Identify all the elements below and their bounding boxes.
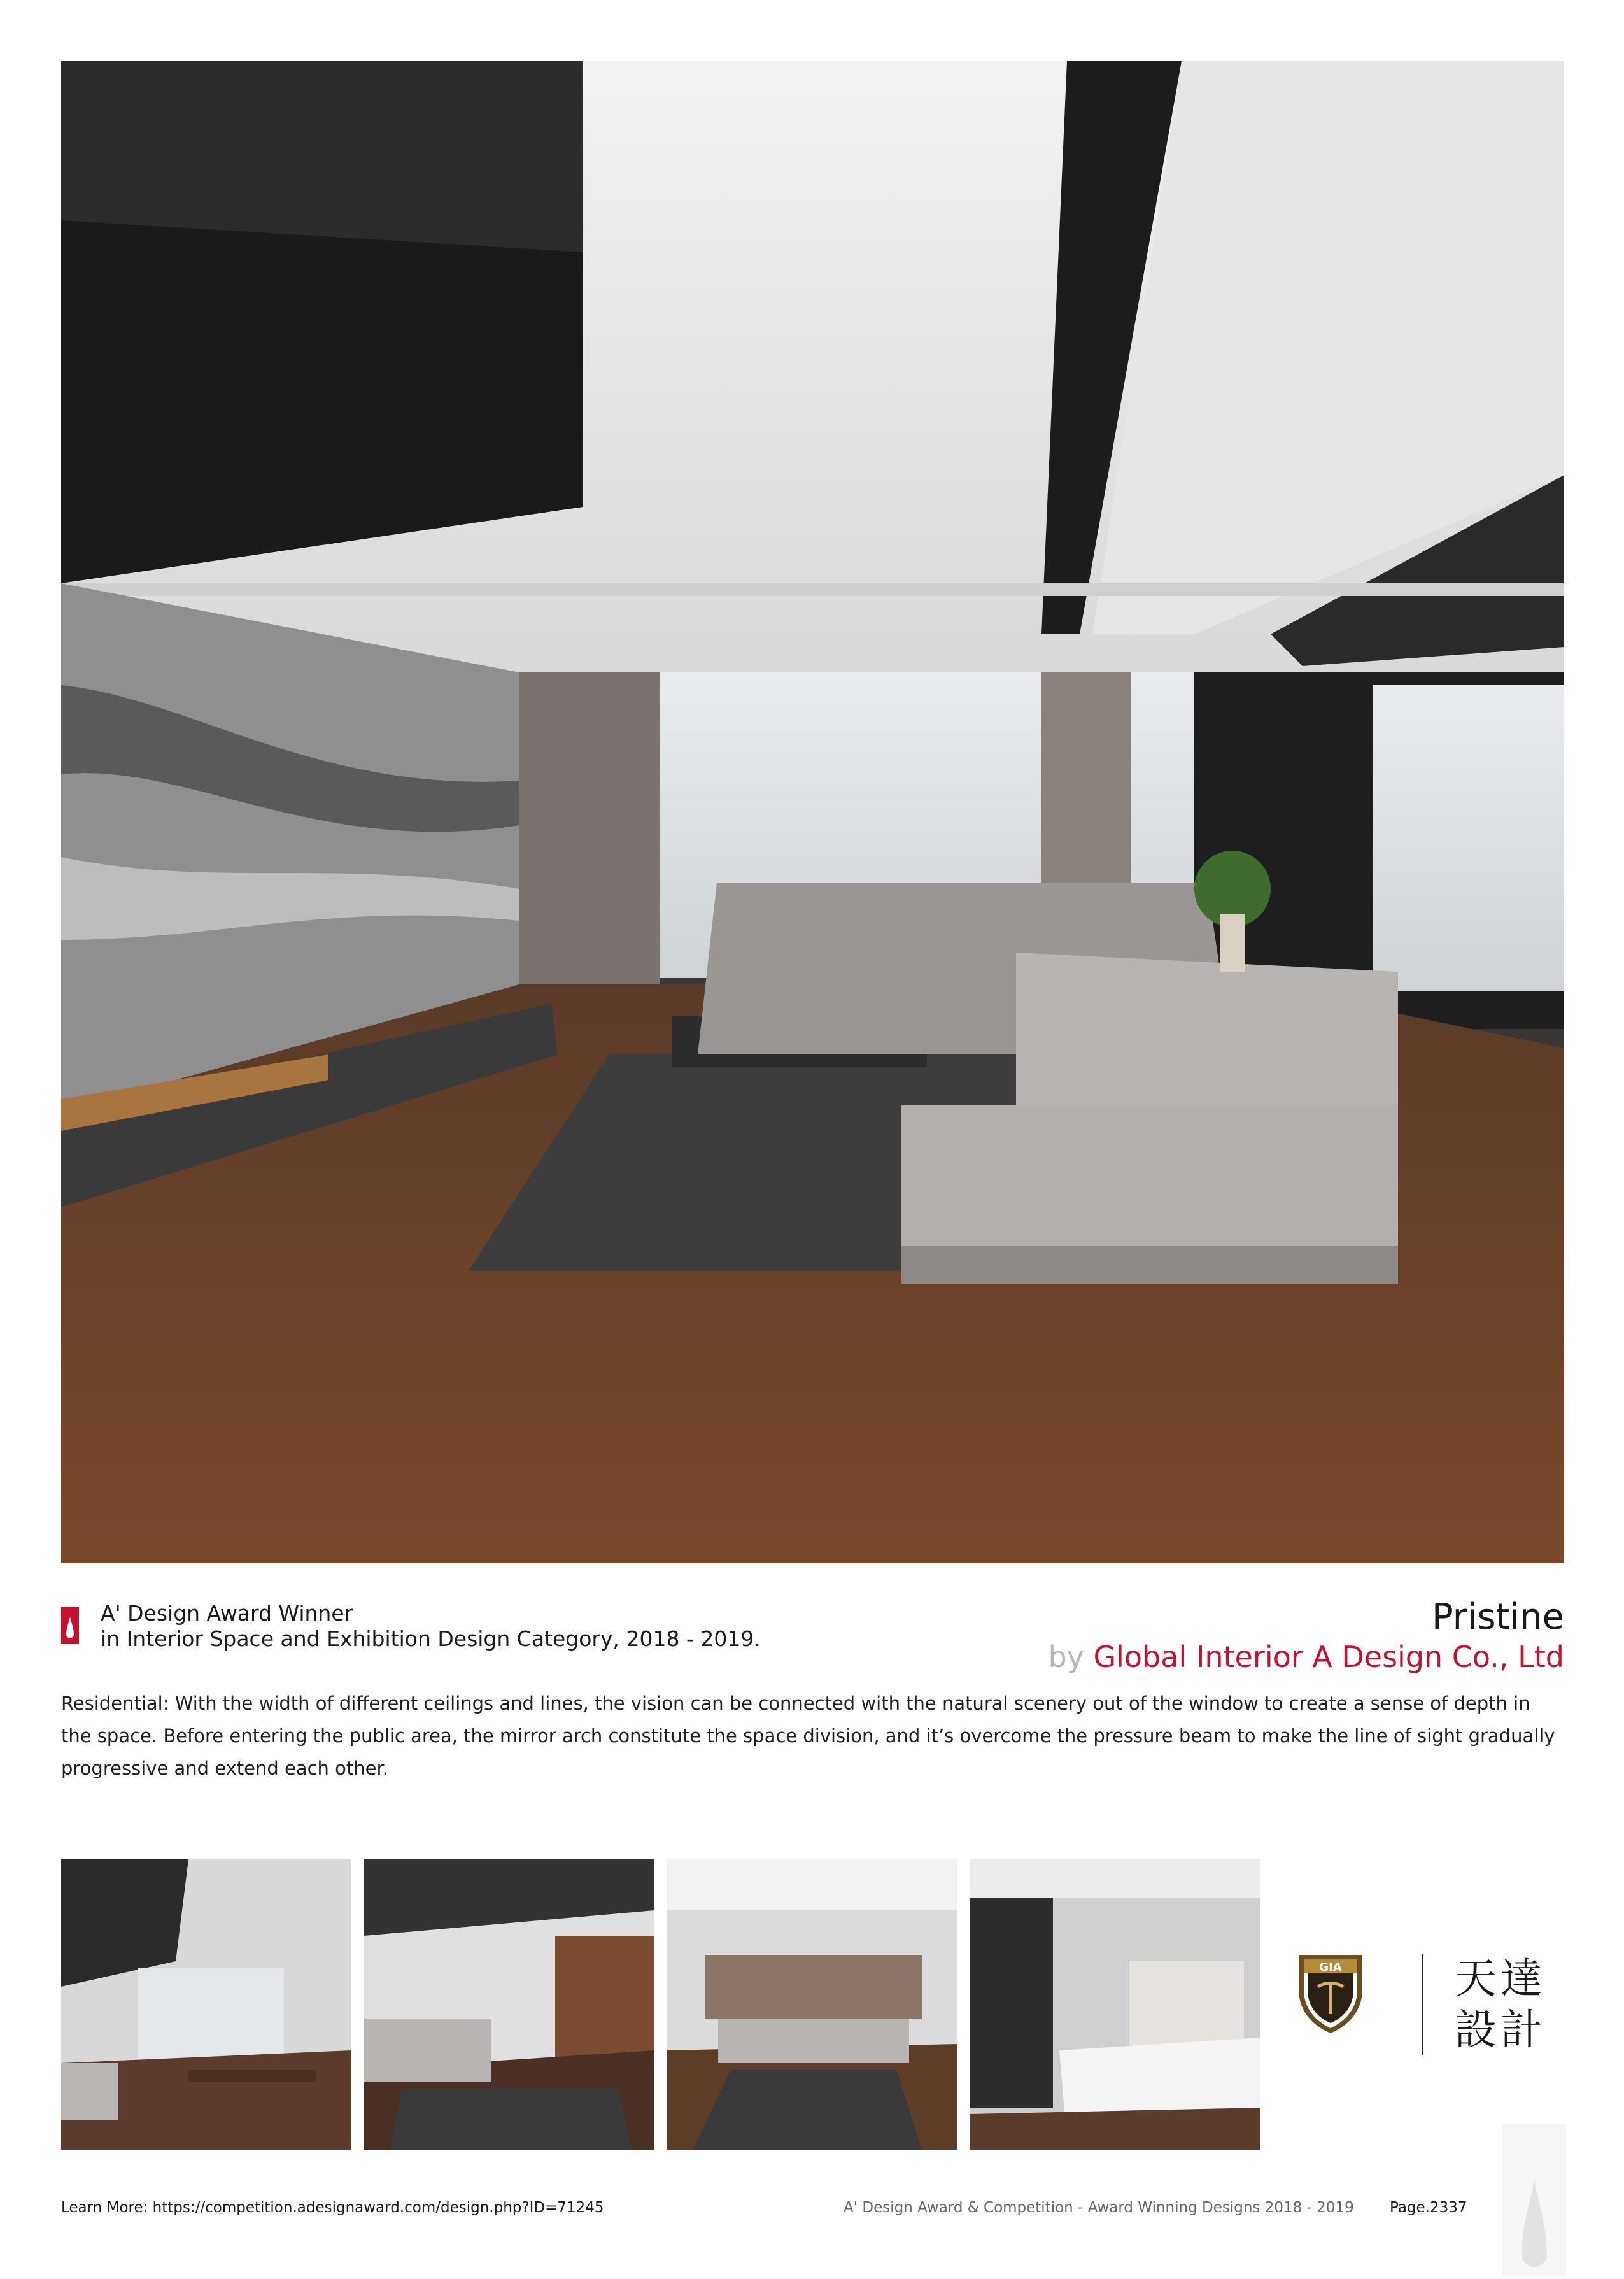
designer-name: Global Interior A Design Co., Ltd (1093, 1640, 1564, 1674)
design-description: Residential: With the width of different ceilings and lines, the vision can be connected with the natural scenery out of the window to create a sense of depth in the space. Before entering the public area, the mirror arch constitute the space division, and it’s overcome the pressure beam to make the line of sight gradually progressive and extend each other. (61, 1693, 1555, 1779)
hero-photo (61, 61, 1564, 1563)
footer-watermark-icon (1502, 2124, 1566, 2276)
design-title: Pristine (1431, 1596, 1564, 1638)
page-number: Page.2337 (1390, 2199, 1467, 2216)
learn-more-link[interactable]: Learn More: https://competition.adesignaward.com/design.php?ID=71245 (61, 2199, 604, 2216)
gia-logo-icon (1292, 1952, 1369, 2034)
award-winner-label: A' Design Award Winner (101, 1601, 353, 1626)
by-prefix: by (1048, 1640, 1094, 1674)
award-category-label: in Interior Space and Exhibition Design Category, 2018 - 2019. (101, 1626, 761, 1651)
thumbnail-4 (970, 1859, 1260, 2150)
thumbnail-2 (364, 1859, 654, 2150)
thumbnail-3 (667, 1859, 957, 2150)
design-byline (1048, 1638, 1564, 1676)
gia-mark-text: GIA (1319, 1961, 1342, 1974)
logo-chinese-line1: 天達 (1455, 1954, 1546, 2003)
logo-chinese-line2: 設計 (1455, 2005, 1546, 2054)
logo-divider (1422, 1954, 1423, 2055)
footer-credit: A' Design Award & Competition - Award Winning Designs 2018 - 2019 (844, 2199, 1354, 2216)
thumbnail-1 (61, 1859, 351, 2150)
award-logo-icon (61, 1607, 79, 1644)
